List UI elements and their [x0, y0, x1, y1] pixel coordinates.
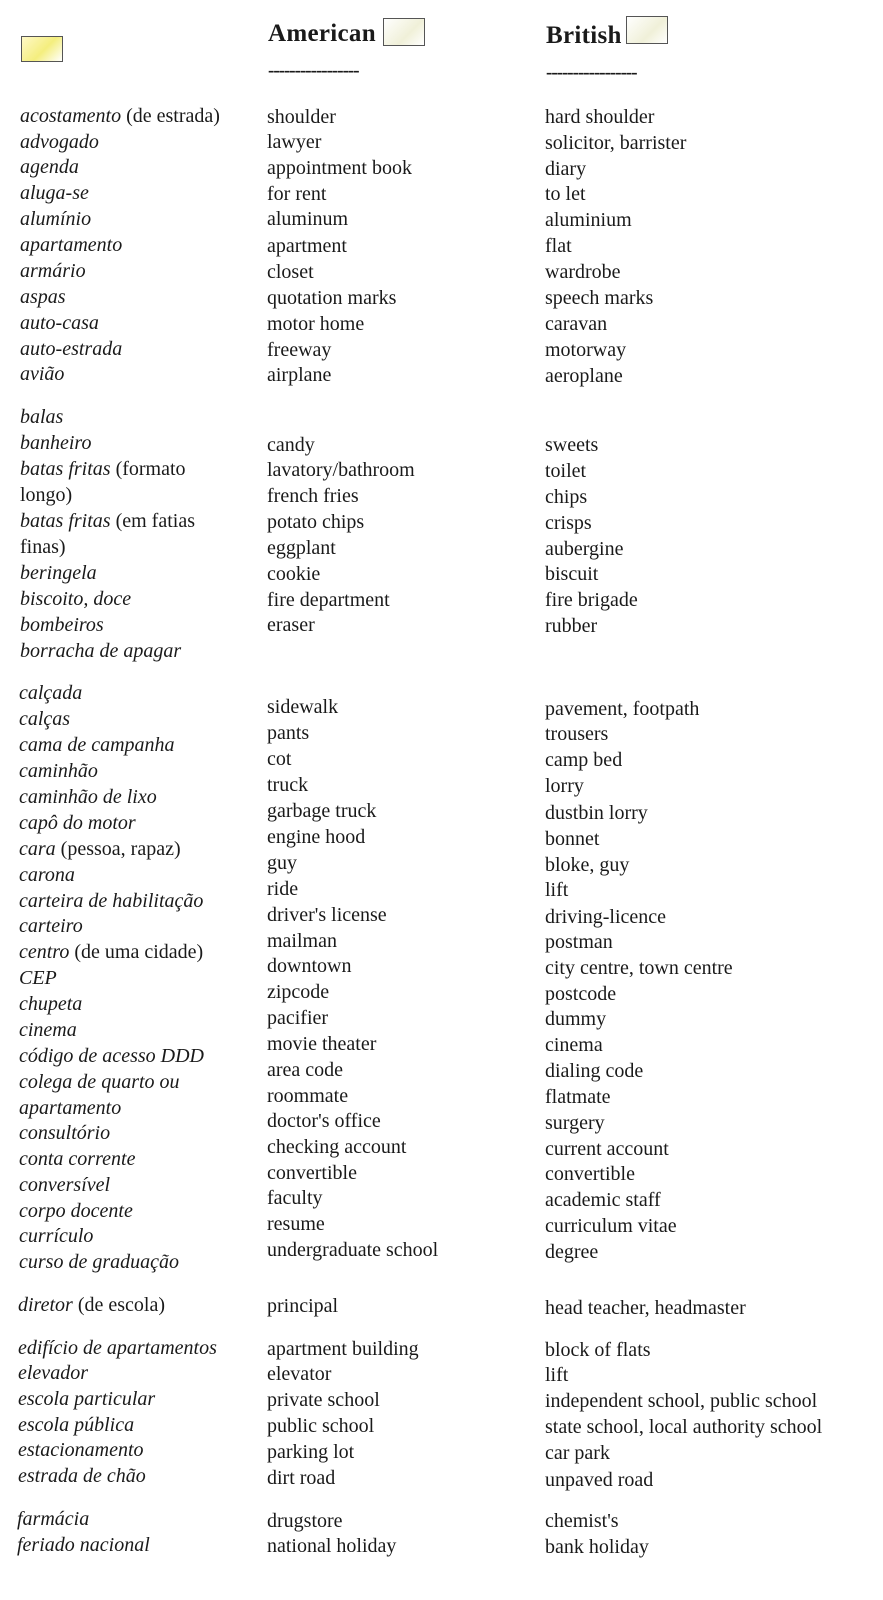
british-term: bloke, guy: [545, 854, 630, 876]
american-term: shoulder: [267, 106, 336, 128]
portuguese-word: calçada: [19, 682, 83, 704]
american-term: roommate: [267, 1085, 349, 1107]
portuguese-term: [19, 888, 203, 914]
american-term: french fries: [267, 485, 359, 507]
american-term: dirt road: [267, 1467, 336, 1489]
portuguese-term: [19, 1017, 77, 1043]
british-term: bonnet: [545, 828, 600, 850]
portuguese-word: calças: [19, 708, 71, 730]
portuguese-term: [20, 361, 64, 387]
portuguese-word: carteiro: [19, 915, 83, 937]
american-term: mailman: [267, 930, 337, 952]
british-term: bank holiday: [545, 1536, 649, 1558]
american-term: apartment building: [267, 1338, 419, 1360]
portuguese-term: [18, 1463, 146, 1489]
american-term: downtown: [267, 955, 352, 977]
american-underline: -----------------: [268, 60, 359, 81]
british-term: dialing code: [545, 1060, 644, 1082]
portuguese-term: [18, 1412, 134, 1438]
portuguese-word: feriado nacional: [17, 1534, 150, 1556]
portuguese-term: [20, 129, 99, 155]
portuguese-term: [20, 336, 122, 362]
british-term: crisps: [545, 512, 592, 534]
portuguese-term: [20, 232, 122, 258]
american-term: cookie: [267, 563, 321, 585]
portuguese-note: (de uma cidade): [69, 941, 204, 963]
portuguese-word: caminhão de lixo: [19, 786, 157, 808]
american-term: candy: [267, 434, 315, 456]
british-term: curriculum vitae: [545, 1215, 677, 1237]
flag-icon: [383, 18, 425, 46]
british-term: unpaved road: [545, 1469, 654, 1491]
portuguese-word: auto-casa: [20, 312, 99, 334]
american-term: closet: [267, 261, 314, 283]
portuguese-term: [20, 560, 97, 586]
british-term: flatmate: [545, 1086, 611, 1108]
american-term: movie theater: [267, 1033, 377, 1055]
american-term: quotation marks: [267, 287, 397, 309]
british-term: aubergine: [545, 538, 624, 560]
american-term: national holiday: [267, 1535, 397, 1557]
american-term: engine hood: [267, 826, 366, 848]
portuguese-term: [19, 1146, 135, 1172]
portuguese-term: [19, 965, 57, 991]
portuguese-word: elevador: [18, 1362, 88, 1384]
british-term: lift: [545, 1364, 569, 1386]
portuguese-note: (formato: [110, 458, 186, 480]
british-term: trousers: [545, 723, 609, 745]
british-term: postman: [545, 931, 613, 953]
british-term: academic staff: [545, 1189, 661, 1211]
american-term: doctor's office: [267, 1110, 381, 1132]
american-term: faculty: [267, 1187, 323, 1209]
american-term: appointment book: [267, 157, 412, 179]
british-term: rubber: [545, 615, 598, 637]
portuguese-term: [17, 1506, 89, 1532]
portuguese-term: [20, 310, 99, 336]
portuguese-term: [19, 862, 75, 888]
portuguese-word: batas fritas: [20, 510, 111, 532]
portuguese-term: [19, 1198, 133, 1224]
portuguese-word: carona: [19, 864, 75, 886]
portuguese-note: (pessoa, rapaz): [55, 838, 181, 860]
portuguese-note: (de estrada): [121, 105, 220, 127]
portuguese-term: [19, 758, 98, 784]
american-term: lawyer: [267, 131, 322, 153]
portuguese-term: [19, 913, 83, 939]
british-term: camp bed: [545, 749, 623, 771]
portuguese-word: consultório: [19, 1122, 111, 1144]
british-term: degree: [545, 1241, 599, 1263]
american-term: fire department: [267, 589, 390, 611]
portuguese-term: [20, 508, 195, 534]
portuguese-word: armário: [20, 260, 86, 282]
flag-icon: [21, 36, 63, 62]
british-term: flat: [545, 235, 572, 257]
portuguese-term: [19, 1120, 110, 1146]
portuguese-term: [20, 258, 86, 284]
american-term: aluminum: [267, 208, 349, 230]
british-term: postcode: [545, 983, 617, 1005]
portuguese-word: agenda: [20, 156, 79, 178]
american-term: guy: [267, 852, 297, 874]
american-term: eraser: [267, 614, 315, 636]
portuguese-term: [18, 1360, 88, 1386]
portuguese-word: colega de quarto ou: [19, 1071, 180, 1093]
portuguese-term: [18, 1335, 217, 1361]
british-term: biscuit: [545, 563, 599, 585]
portuguese-term: [20, 154, 79, 180]
american-term: zipcode: [267, 981, 330, 1003]
american-term: freeway: [267, 339, 332, 361]
portuguese-word: estrada de chão: [18, 1465, 146, 1487]
british-term: state school, local authority school: [545, 1416, 823, 1438]
portuguese-word: cinema: [19, 1019, 77, 1041]
american-term: undergraduate school: [267, 1239, 439, 1261]
british-underline: -----------------: [546, 62, 637, 83]
portuguese-word: edifício de apartamentos: [18, 1337, 217, 1359]
american-term: cot: [267, 748, 292, 770]
portuguese-term: [19, 991, 82, 1017]
portuguese-term: [20, 638, 181, 664]
portuguese-term: [18, 1386, 155, 1412]
american-term: truck: [267, 774, 309, 796]
portuguese-word: conversível: [19, 1174, 111, 1196]
portuguese-word: apartamento: [19, 1097, 122, 1119]
portuguese-term: [19, 1223, 93, 1249]
portuguese-word: centro: [19, 941, 70, 963]
british-term: sweets: [545, 434, 599, 456]
british-term: aeroplane: [545, 365, 623, 387]
american-term: drugstore: [267, 1510, 343, 1532]
portuguese-word: corpo docente: [19, 1200, 133, 1222]
british-term: driving-licence: [545, 906, 667, 928]
british-heading: British: [546, 22, 622, 49]
portuguese-word: capô do motor: [19, 812, 136, 834]
british-term: caravan: [545, 313, 608, 335]
british-term: independent school, public school: [545, 1390, 818, 1412]
portuguese-note: (em fatias: [110, 510, 195, 532]
portuguese-term: [19, 680, 82, 706]
american-term: motor home: [267, 313, 365, 335]
british-term: dummy: [545, 1008, 607, 1030]
british-term: chemist's: [545, 1510, 619, 1532]
american-term: parking lot: [267, 1441, 355, 1463]
american-term: eggplant: [267, 537, 336, 559]
british-term: diary: [545, 158, 587, 180]
portuguese-word: cara: [19, 838, 56, 860]
american-term: pacifier: [267, 1007, 329, 1029]
british-term: toilet: [545, 460, 587, 482]
portuguese-word: caminhão: [19, 760, 98, 782]
british-term: lorry: [545, 775, 584, 797]
american-term: for rent: [267, 183, 327, 205]
portuguese-word: diretor: [18, 1294, 73, 1316]
american-term: apartment: [267, 235, 347, 257]
portuguese-word: alumínio: [20, 208, 92, 230]
portuguese-term: [19, 1095, 121, 1121]
portuguese-term: [18, 1292, 165, 1318]
british-term: dustbin lorry: [545, 802, 648, 824]
british-term: car park: [545, 1442, 610, 1464]
american-heading: American: [268, 20, 376, 47]
british-term: chips: [545, 486, 588, 508]
portuguese-term: [19, 784, 157, 810]
british-term: pavement, footpath: [545, 698, 700, 720]
british-term: fire brigade: [545, 589, 638, 611]
american-term: convertible: [267, 1162, 357, 1184]
british-term: lift: [545, 879, 569, 901]
portuguese-term: [18, 1437, 144, 1463]
british-term: wardrobe: [545, 261, 621, 283]
portuguese-word: escola pública: [18, 1414, 135, 1436]
portuguese-word: carteira de habilitação: [19, 890, 204, 912]
american-term: sidewalk: [267, 696, 339, 718]
portuguese-word: advogado: [20, 131, 99, 153]
portuguese-term: [20, 482, 72, 508]
portuguese-term: [19, 732, 175, 758]
portuguese-term: [19, 939, 203, 965]
american-term: ride: [267, 878, 299, 900]
portuguese-term: [20, 430, 91, 456]
portuguese-term: [19, 836, 181, 862]
portuguese-note: longo): [20, 484, 73, 506]
british-term: surgery: [545, 1112, 605, 1134]
portuguese-word: batas fritas: [20, 458, 111, 480]
portuguese-word: chupeta: [19, 993, 83, 1015]
portuguese-word: apartamento: [20, 234, 123, 256]
portuguese-word: conta corrente: [19, 1148, 136, 1170]
portuguese-term: [19, 1043, 204, 1069]
american-term: potato chips: [267, 511, 365, 533]
portuguese-word: escola particular: [18, 1388, 156, 1410]
british-term: block of flats: [545, 1339, 651, 1361]
portuguese-word: aluga-se: [20, 182, 89, 204]
portuguese-word: curso de graduação: [19, 1251, 179, 1273]
american-term: lavatory/bathroom: [267, 459, 415, 481]
portuguese-word: CEP: [19, 967, 57, 989]
british-term: current account: [545, 1138, 669, 1160]
portuguese-term: [20, 103, 220, 129]
american-term: resume: [267, 1213, 325, 1235]
british-term: cinema: [545, 1034, 603, 1056]
portuguese-term: [19, 1172, 110, 1198]
portuguese-word: cama de campanha: [19, 734, 175, 756]
portuguese-term: [20, 586, 131, 612]
portuguese-word: auto-estrada: [20, 338, 123, 360]
british-term: city centre, town centre: [545, 957, 733, 979]
american-term: public school: [267, 1415, 375, 1437]
british-term: solicitor, barrister: [545, 132, 687, 154]
portuguese-word: avião: [20, 363, 65, 385]
american-term: airplane: [267, 364, 332, 386]
portuguese-term: [19, 810, 136, 836]
portuguese-term: [19, 1069, 180, 1095]
british-term: aluminium: [545, 209, 632, 231]
portuguese-term: [20, 404, 63, 430]
portuguese-term: [20, 180, 89, 206]
portuguese-term: [19, 706, 70, 732]
portuguese-note: (de escola): [72, 1294, 165, 1316]
portuguese-term: [20, 456, 186, 482]
american-term: garbage truck: [267, 800, 377, 822]
portuguese-word: borracha de apagar: [20, 640, 182, 662]
portuguese-word: acostamento: [20, 105, 122, 127]
british-term: motorway: [545, 339, 627, 361]
american-term: driver's license: [267, 904, 387, 926]
portuguese-word: balas: [20, 406, 64, 428]
portuguese-term: [20, 284, 66, 310]
american-term: private school: [267, 1389, 380, 1411]
portuguese-term: [20, 206, 91, 232]
british-term: speech marks: [545, 287, 654, 309]
british-term: hard shoulder: [545, 106, 655, 128]
portuguese-word: bombeiros: [20, 614, 104, 636]
portuguese-term: [20, 534, 66, 560]
portuguese-word: estacionamento: [18, 1439, 144, 1461]
american-term: checking account: [267, 1136, 407, 1158]
american-term: principal: [267, 1295, 339, 1317]
american-term: area code: [267, 1059, 344, 1081]
portuguese-term: [19, 1249, 179, 1275]
portuguese-word: aspas: [20, 286, 66, 308]
british-term: head teacher, headmaster: [545, 1297, 746, 1319]
british-term: convertible: [545, 1163, 635, 1185]
american-term: pants: [267, 722, 310, 744]
american-term: elevator: [267, 1363, 332, 1385]
portuguese-note: finas): [20, 536, 66, 558]
flag-icon: [626, 16, 668, 44]
portuguese-word: farmácia: [17, 1508, 90, 1530]
portuguese-term: [17, 1532, 150, 1558]
portuguese-word: código de acesso DDD: [19, 1045, 204, 1067]
portuguese-word: currículo: [19, 1225, 94, 1247]
portuguese-term: [20, 612, 104, 638]
british-term: to let: [545, 183, 586, 205]
portuguese-word: banheiro: [20, 432, 92, 454]
portuguese-word: beringela: [20, 562, 97, 584]
portuguese-word: biscoito, doce: [20, 588, 132, 610]
